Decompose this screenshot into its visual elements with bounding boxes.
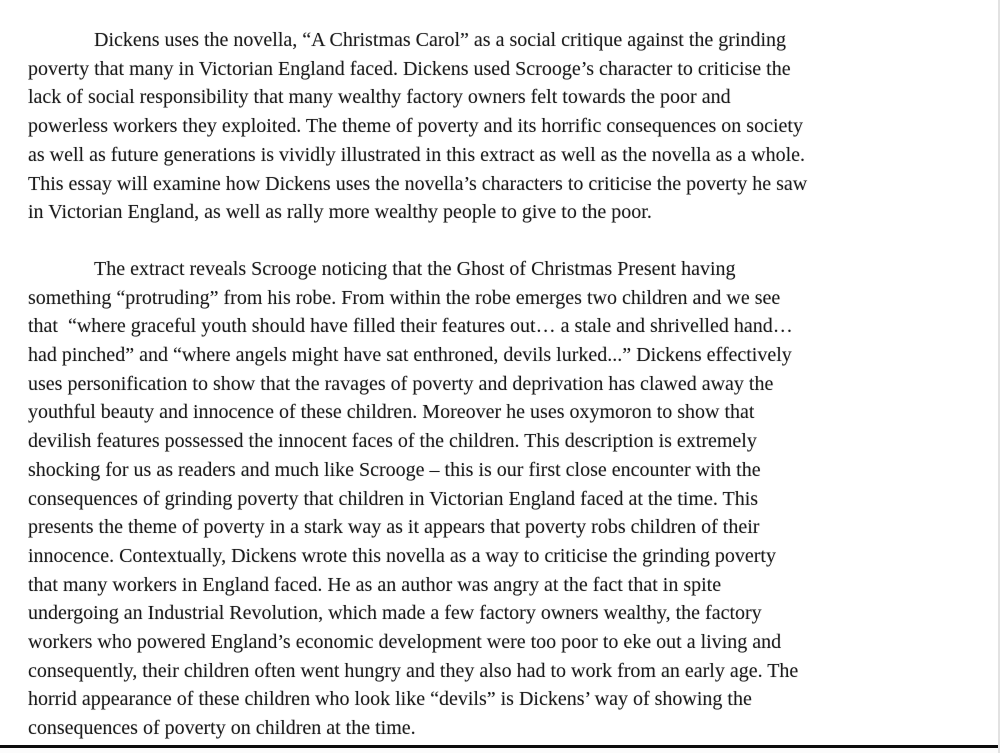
text-line: poverty that many in Victorian England faced. Dickens used Scrooge’s character to criticise the: [28, 57, 791, 80]
text-line: consequences of grinding poverty that children in Victorian England faced at the time. This: [28, 487, 759, 510]
text-line: in Victorian England, as well as rally more wealthy people to give to the poor.: [28, 201, 652, 224]
text-line: uses personification to show that the ravages of poverty and deprivation has clawed away the: [28, 372, 774, 395]
text-line: consequently, their children often went hungry and they also had to work from an early age. The: [28, 659, 799, 682]
text-line: The extract reveals Scrooge noticing that the Ghost of Christmas Present having: [94, 257, 736, 280]
text-line: undergoing an Industrial Revolution, which made a few factory owners wealthy, the factory: [28, 602, 762, 625]
essay-paragraph-1: [28, 26, 972, 227]
bottom-margin-strip: [0, 748, 1000, 753]
text-line: as well as future generations is vividly illustrated in this extract as well as the novella as a whole.: [28, 143, 806, 166]
text-line: This essay will examine how Dickens uses the novella’s characters to criticise the poverty he saw: [28, 172, 808, 195]
text-line: that “where graceful youth should have filled their features out… a stale and shrivelled hand…: [28, 315, 793, 338]
text-line: something “protruding” from his robe. From within the robe emerges two children and we see: [28, 286, 781, 309]
text-line: had pinched” and “where angels might have sat enthroned, devils lurked...” Dickens effectively: [28, 344, 792, 367]
text-line: innocence. Contextually, Dickens wrote this novella as a way to criticise the grinding poverty: [28, 544, 776, 567]
text-line: consequences of poverty on children at the time.: [28, 717, 416, 740]
essay-text: [28, 26, 972, 743]
text-line: shocking for us as readers and much like Scrooge – this is our first close encounter with the: [28, 458, 761, 481]
text-line: powerless workers they exploited. The theme of poverty and its horrific consequences on society: [28, 115, 803, 138]
text-line: Dickens uses the novella, “A Christmas Carol” as a social critique against the grinding: [94, 29, 787, 51]
text-line: presents the theme of poverty in a stark way as it appears that poverty robs children of their: [28, 516, 760, 539]
text-line: horrid appearance of these children who look like “devils” is Dickens’ way of showing the: [28, 688, 752, 711]
text-line: lack of social responsibility that many wealthy factory owners felt towards the poor and: [28, 86, 731, 109]
text-line: youthful beauty and innocence of these children. Moreover he uses oxymoron to show that: [28, 401, 755, 424]
text-line: workers who powered England’s economic development were too poor to eke out a living and: [28, 631, 782, 654]
essay-paragraph-2: [28, 255, 972, 743]
text-line: that many workers in England faced. He as an author was angry at the fact that in spite: [28, 573, 722, 596]
text-line: devilish features possessed the innocent faces of the children. This description is extremely: [28, 430, 757, 453]
